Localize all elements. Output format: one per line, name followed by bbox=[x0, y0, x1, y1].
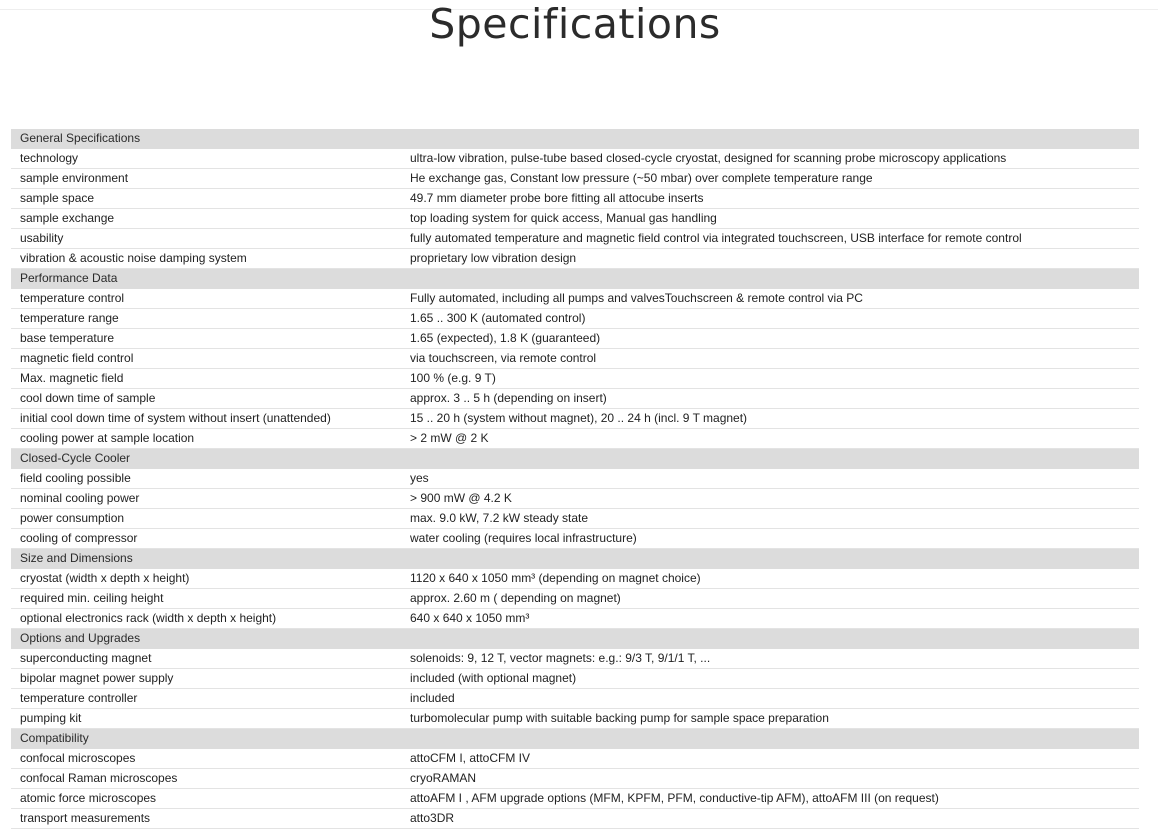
section-heading: Closed-Cycle Cooler bbox=[11, 449, 1139, 469]
specifications-table-body bbox=[11, 129, 1139, 829]
spec-label: vibration & acoustic noise damping system bbox=[11, 249, 401, 269]
spec-value: ultra-low vibration, pulse-tube based closed-cycle cryostat, designed for scanning probe microscopy applications bbox=[401, 149, 1139, 169]
table-row bbox=[11, 589, 1139, 609]
spec-label: confocal Raman microscopes bbox=[11, 769, 401, 789]
table-row bbox=[11, 809, 1139, 829]
spec-value: fully automated temperature and magnetic field control via integrated touchscreen, USB interface for remote control bbox=[401, 229, 1139, 249]
table-row bbox=[11, 509, 1139, 529]
table-row bbox=[11, 769, 1139, 789]
table-row bbox=[11, 149, 1139, 169]
spec-value: > 2 mW @ 2 K bbox=[401, 429, 1139, 449]
table-row bbox=[11, 169, 1139, 189]
spec-value: attoCFM I, attoCFM IV bbox=[401, 749, 1139, 769]
spec-value: included (with optional magnet) bbox=[401, 669, 1139, 689]
spec-value: attoAFM I , AFM upgrade options (MFM, KPFM, PFM, conductive-tip AFM), attoAFM III (on request) bbox=[401, 789, 1139, 809]
table-row bbox=[11, 749, 1139, 769]
page-title: Specifications bbox=[429, 0, 721, 48]
section-header-row bbox=[11, 269, 1139, 289]
spec-value: atto3DR bbox=[401, 809, 1139, 829]
spec-value: water cooling (requires local infrastructure) bbox=[401, 529, 1139, 549]
spec-label: base temperature bbox=[11, 329, 401, 349]
spec-label: nominal cooling power bbox=[11, 489, 401, 509]
section-header-row bbox=[11, 129, 1139, 149]
spec-value: turbomolecular pump with suitable backing pump for sample space preparation bbox=[401, 709, 1139, 729]
spec-label: required min. ceiling height bbox=[11, 589, 401, 609]
table-row bbox=[11, 389, 1139, 409]
spec-value: He exchange gas, Constant low pressure (~50 mbar) over complete temperature range bbox=[401, 169, 1139, 189]
spec-value: via touchscreen, via remote control bbox=[401, 349, 1139, 369]
table-row bbox=[11, 709, 1139, 729]
table-row bbox=[11, 569, 1139, 589]
spec-value: solenoids: 9, 12 T, vector magnets: e.g.: 9/3 T, 9/1/1 T, ... bbox=[401, 649, 1139, 669]
section-heading: Options and Upgrades bbox=[11, 629, 1139, 649]
section-header-row bbox=[11, 549, 1139, 569]
spec-value: yes bbox=[401, 469, 1139, 489]
spec-label: usability bbox=[11, 229, 401, 249]
spec-label: atomic force microscopes bbox=[11, 789, 401, 809]
spec-value: 640 x 640 x 1050 mm³ bbox=[401, 609, 1139, 629]
table-row bbox=[11, 349, 1139, 369]
spec-value: 1120 x 640 x 1050 mm³ (depending on magnet choice) bbox=[401, 569, 1139, 589]
table-row bbox=[11, 209, 1139, 229]
table-row bbox=[11, 309, 1139, 329]
spec-value: proprietary low vibration design bbox=[401, 249, 1139, 269]
section-header-row bbox=[11, 449, 1139, 469]
section-header-row bbox=[11, 629, 1139, 649]
spec-label: optional electronics rack (width x depth x height) bbox=[11, 609, 401, 629]
spec-label: sample environment bbox=[11, 169, 401, 189]
spec-label: Max. magnetic field bbox=[11, 369, 401, 389]
spec-label: bipolar magnet power supply bbox=[11, 669, 401, 689]
section-header-row bbox=[11, 729, 1139, 749]
spec-label: sample exchange bbox=[11, 209, 401, 229]
spec-value: > 900 mW @ 4.2 K bbox=[401, 489, 1139, 509]
spec-label: confocal microscopes bbox=[11, 749, 401, 769]
table-row bbox=[11, 409, 1139, 429]
spec-label: initial cool down time of system without insert (unattended) bbox=[11, 409, 401, 429]
table-row bbox=[11, 789, 1139, 809]
section-heading: Performance Data bbox=[11, 269, 1139, 289]
spec-value: max. 9.0 kW, 7.2 kW steady state bbox=[401, 509, 1139, 529]
table-row bbox=[11, 689, 1139, 709]
spec-label: sample space bbox=[11, 189, 401, 209]
spec-value: approx. 3 .. 5 h (depending on insert) bbox=[401, 389, 1139, 409]
table-row bbox=[11, 669, 1139, 689]
spec-value: included bbox=[401, 689, 1139, 709]
spec-label: cryostat (width x depth x height) bbox=[11, 569, 401, 589]
spec-value: 1.65 .. 300 K (automated control) bbox=[401, 309, 1139, 329]
table-row bbox=[11, 289, 1139, 309]
spec-value: approx. 2.60 m ( depending on magnet) bbox=[401, 589, 1139, 609]
table-row bbox=[11, 249, 1139, 269]
spec-label: cooling power at sample location bbox=[11, 429, 401, 449]
table-row bbox=[11, 369, 1139, 389]
spec-value: 15 .. 20 h (system without magnet), 20 .. 24 h (incl. 9 T magnet) bbox=[401, 409, 1139, 429]
table-row bbox=[11, 189, 1139, 209]
spec-label: superconducting magnet bbox=[11, 649, 401, 669]
spec-label: magnetic field control bbox=[11, 349, 401, 369]
spec-label: cool down time of sample bbox=[11, 389, 401, 409]
spec-label: field cooling possible bbox=[11, 469, 401, 489]
section-heading: Compatibility bbox=[11, 729, 1139, 749]
table-row bbox=[11, 609, 1139, 629]
spec-label: technology bbox=[11, 149, 401, 169]
spec-label: power consumption bbox=[11, 509, 401, 529]
table-row bbox=[11, 329, 1139, 349]
spec-value: 1.65 (expected), 1.8 K (guaranteed) bbox=[401, 329, 1139, 349]
specifications-table bbox=[11, 129, 1139, 829]
table-row bbox=[11, 229, 1139, 249]
spec-value: 49.7 mm diameter probe bore fitting all attocube inserts bbox=[401, 189, 1139, 209]
spec-value: top loading system for quick access, Manual gas handling bbox=[401, 209, 1139, 229]
spec-label: cooling of compressor bbox=[11, 529, 401, 549]
table-row bbox=[11, 469, 1139, 489]
spec-value: Fully automated, including all pumps and valvesTouchscreen & remote control via PC bbox=[401, 289, 1139, 309]
spec-value: cryoRAMAN bbox=[401, 769, 1139, 789]
section-heading: General Specifications bbox=[11, 129, 1139, 149]
spec-value: 100 % (e.g. 9 T) bbox=[401, 369, 1139, 389]
section-heading: Size and Dimensions bbox=[11, 549, 1139, 569]
spec-label: temperature control bbox=[11, 289, 401, 309]
spec-label: temperature range bbox=[11, 309, 401, 329]
table-row bbox=[11, 489, 1139, 509]
table-row bbox=[11, 529, 1139, 549]
spec-label: transport measurements bbox=[11, 809, 401, 829]
spec-label: pumping kit bbox=[11, 709, 401, 729]
table-row bbox=[11, 649, 1139, 669]
spec-label: temperature controller bbox=[11, 689, 401, 709]
table-row bbox=[11, 429, 1139, 449]
